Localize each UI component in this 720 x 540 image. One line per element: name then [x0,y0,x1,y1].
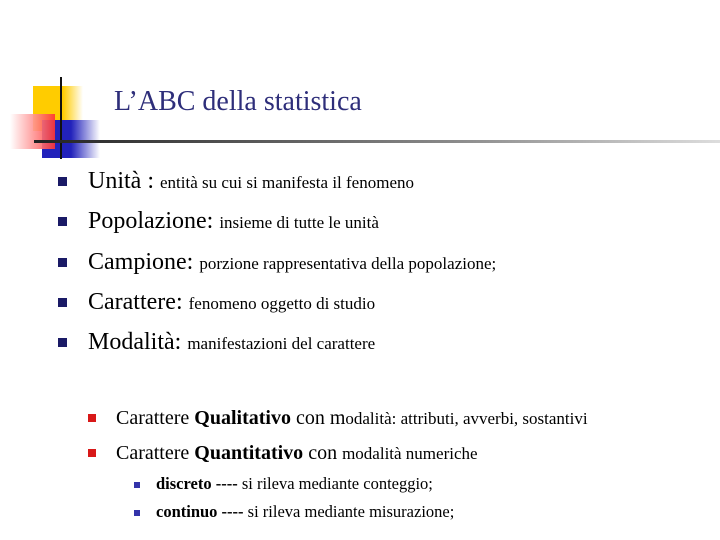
sub-sub-list-item: discreto ---- si rileva mediante conteggio; [156,473,433,495]
list-item: Modalità: manifestazioni del carattere [88,327,375,359]
sub-list-item: Carattere Quantitativo con modalità numeriche [116,440,478,467]
square-bullet-icon [58,338,67,347]
sub-list-item: Carattere Qualitativo con modalità: attributi, avverbi, sostantivi [116,405,588,432]
list-item: Unità : entità su cui si manifesta il fenomeno [88,166,414,198]
square-bullet-icon [58,298,67,307]
square-bullet-icon [58,177,67,186]
square-bullet-icon [58,258,67,267]
list-item: Popolazione: insieme di tutte le unità [88,206,379,238]
square-bullet-icon [134,510,140,516]
square-bullet-icon [88,414,96,422]
square-bullet-icon [134,482,140,488]
square-bullet-icon [88,449,96,457]
square-bullet-icon [58,217,67,226]
list-item: Campione: porzione rappresentativa della popolazione; [88,247,496,279]
slide-title: L’ABC della statistica [114,86,362,117]
list-item: Carattere: fenomeno oggetto di studio [88,287,375,319]
sub-sub-list-item: continuo ---- si rileva mediante misurazione; [156,501,454,523]
